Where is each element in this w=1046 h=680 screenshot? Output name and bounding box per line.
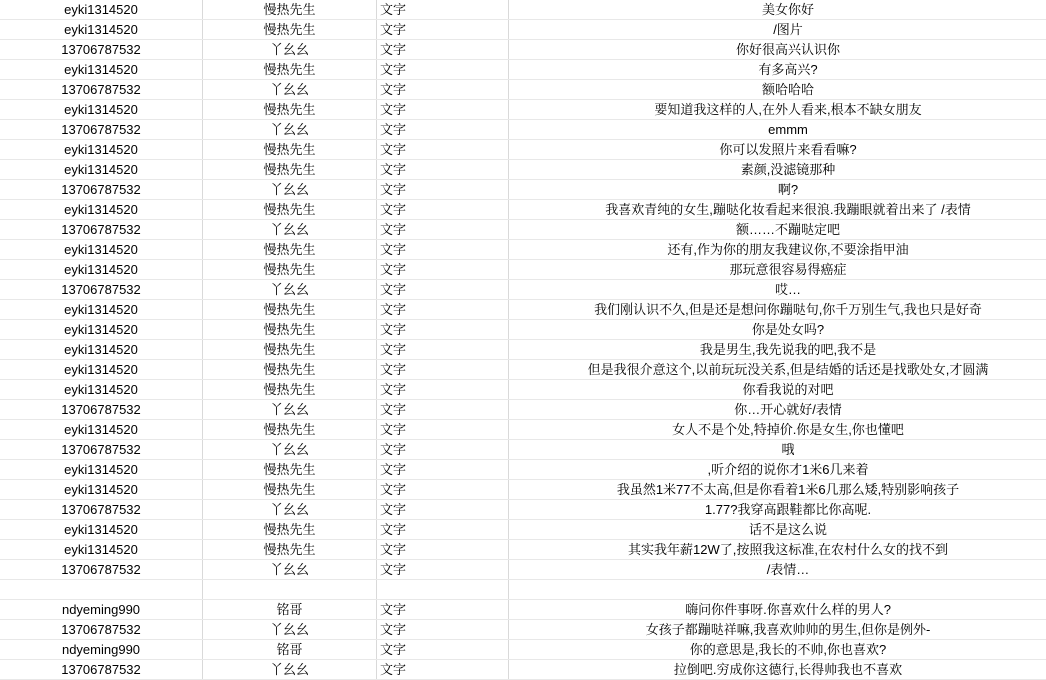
cell-sender_id: eyki1314520 [0,320,203,340]
cell-nickname: 慢热先生 [203,20,377,40]
cell-message: 你可以发照片来看看嘛? [509,140,1046,160]
cell-type: 文字 [377,560,509,580]
cell-message [509,580,1046,600]
cell-type: 文字 [377,500,509,520]
cell-message: 有多高兴? [509,60,1046,80]
cell-sender_id: 13706787532 [0,120,203,140]
table-row [0,440,1046,460]
cell-sender_id: 13706787532 [0,280,203,300]
cell-nickname: 丫幺幺 [203,400,377,420]
table-row [0,300,1046,320]
cell-message: 美女你好 [509,0,1046,20]
cell-nickname: 铭哥 [203,640,377,660]
cell-type: 文字 [377,40,509,60]
cell-type: 文字 [377,480,509,500]
cell-nickname: 慢热先生 [203,0,377,20]
cell-sender_id: eyki1314520 [0,380,203,400]
cell-type: 文字 [377,180,509,200]
cell-type: 文字 [377,80,509,100]
cell-type [377,580,509,600]
cell-message: 你好很高兴认识你 [509,40,1046,60]
cell-nickname: 慢热先生 [203,380,377,400]
cell-sender_id: eyki1314520 [0,540,203,560]
cell-message: 我虽然1米77不太高,但是你看着1米6几那么矮,特别影响孩子 [509,480,1046,500]
cell-sender_id: eyki1314520 [0,0,203,20]
cell-type: 文字 [377,20,509,40]
table-row [0,20,1046,40]
cell-nickname: 慢热先生 [203,480,377,500]
cell-message: 哦 [509,440,1046,460]
cell-nickname: 丫幺幺 [203,440,377,460]
cell-sender_id: eyki1314520 [0,300,203,320]
cell-nickname: 慢热先生 [203,240,377,260]
cell-nickname: 慢热先生 [203,540,377,560]
table-row [0,340,1046,360]
cell-nickname: 慢热先生 [203,200,377,220]
table-row [0,640,1046,660]
cell-nickname: 丫幺幺 [203,660,377,680]
cell-message: 嗨问你件事呀.你喜欢什么样的男人? [509,600,1046,620]
cell-type: 文字 [377,240,509,260]
cell-type: 文字 [377,320,509,340]
cell-nickname: 丫幺幺 [203,620,377,640]
cell-message: 啊? [509,180,1046,200]
cell-message: 额哈哈哈 [509,80,1046,100]
cell-message: 女人不是个处,特掉价.你是女生,你也懂吧 [509,420,1046,440]
cell-type: 文字 [377,380,509,400]
table-row [0,200,1046,220]
table-row [0,380,1046,400]
cell-type: 文字 [377,460,509,480]
table-row [0,280,1046,300]
cell-sender_id: 13706787532 [0,40,203,60]
cell-sender_id: 13706787532 [0,620,203,640]
cell-nickname: 慢热先生 [203,140,377,160]
cell-type: 文字 [377,220,509,240]
cell-nickname: 慢热先生 [203,100,377,120]
table-row [0,400,1046,420]
cell-message: 我们刚认识不久,但是还是想问你蹦哒句,你千万别生气,我也只是好奇 [509,300,1046,320]
cell-message: /表情… [509,560,1046,580]
cell-message: 你…开心就好/表情 [509,400,1046,420]
table-row [0,220,1046,240]
cell-nickname: 丫幺幺 [203,80,377,100]
cell-nickname: 丫幺幺 [203,500,377,520]
cell-nickname [203,580,377,600]
table-row [0,260,1046,280]
cell-nickname: 慢热先生 [203,160,377,180]
cell-sender_id: eyki1314520 [0,240,203,260]
cell-message: 你看我说的对吧 [509,380,1046,400]
cell-type: 文字 [377,200,509,220]
cell-nickname: 慢热先生 [203,300,377,320]
cell-sender_id: eyki1314520 [0,460,203,480]
cell-sender_id: 13706787532 [0,220,203,240]
cell-type: 文字 [377,440,509,460]
table-row [0,660,1046,680]
cell-nickname: 慢热先生 [203,260,377,280]
cell-message: 你是处女吗? [509,320,1046,340]
table-row [0,80,1046,100]
cell-message: 拉倒吧.穷成你这德行,长得帅我也不喜欢 [509,660,1046,680]
cell-sender_id: 13706787532 [0,660,203,680]
cell-nickname: 铭哥 [203,600,377,620]
cell-type: 文字 [377,120,509,140]
table-row [0,560,1046,580]
cell-type: 文字 [377,60,509,80]
cell-nickname: 慢热先生 [203,320,377,340]
cell-sender_id: 13706787532 [0,560,203,580]
cell-nickname: 丫幺幺 [203,560,377,580]
cell-sender_id [0,580,203,600]
cell-sender_id: eyki1314520 [0,520,203,540]
table-row [0,460,1046,480]
cell-type: 文字 [377,280,509,300]
cell-message: 那玩意很容易得癌症 [509,260,1046,280]
table-row [0,360,1046,380]
cell-sender_id: eyki1314520 [0,480,203,500]
cell-nickname: 丫幺幺 [203,220,377,240]
cell-sender_id: eyki1314520 [0,60,203,80]
cell-type: 文字 [377,640,509,660]
cell-nickname: 丫幺幺 [203,280,377,300]
cell-type: 文字 [377,520,509,540]
table-row [0,600,1046,620]
table-row [0,160,1046,180]
table-row [0,100,1046,120]
table-row [0,520,1046,540]
cell-sender_id: ndyeming990 [0,640,203,660]
cell-sender_id: eyki1314520 [0,360,203,380]
cell-sender_id: 13706787532 [0,400,203,420]
cell-sender_id: 13706787532 [0,500,203,520]
table-row [0,540,1046,560]
cell-message: 女孩子都蹦哒祥嘛,我喜欢帅帅的男生,但你是例外- [509,620,1046,640]
cell-message: 额……不蹦哒定吧 [509,220,1046,240]
cell-sender_id: 13706787532 [0,80,203,100]
cell-message: 其实我年薪12W了,按照我这标准,在农村什么女的找不到 [509,540,1046,560]
cell-sender_id: ndyeming990 [0,600,203,620]
cell-sender_id: eyki1314520 [0,420,203,440]
cell-nickname: 慢热先生 [203,360,377,380]
cell-type: 文字 [377,540,509,560]
cell-sender_id: eyki1314520 [0,160,203,180]
cell-message: /图片 [509,20,1046,40]
cell-sender_id: eyki1314520 [0,340,203,360]
cell-type: 文字 [377,300,509,320]
cell-nickname: 慢热先生 [203,60,377,80]
cell-sender_id: 13706787532 [0,440,203,460]
cell-nickname: 慢热先生 [203,340,377,360]
table-row [0,40,1046,60]
cell-message: 但是我很介意这个,以前玩玩没关系,但是结婚的话还是找歌处女,才圆满 [509,360,1046,380]
table-row [0,580,1046,600]
table-row [0,140,1046,160]
cell-type: 文字 [377,0,509,20]
table-row [0,60,1046,80]
table-row [0,180,1046,200]
cell-message: 还有,作为你的朋友我建议你,不要涂指甲油 [509,240,1046,260]
cell-message: emmm [509,120,1046,140]
cell-message: ,听介绍的说你才1米6几来着 [509,460,1046,480]
table-row [0,420,1046,440]
cell-message: 素颜,没滤镜那种 [509,160,1046,180]
cell-type: 文字 [377,420,509,440]
cell-message: 1.77?我穿高跟鞋都比你高呢. [509,500,1046,520]
cell-type: 文字 [377,340,509,360]
cell-nickname: 丫幺幺 [203,40,377,60]
cell-type: 文字 [377,140,509,160]
cell-type: 文字 [377,100,509,120]
cell-nickname: 慢热先生 [203,460,377,480]
table-row [0,480,1046,500]
cell-type: 文字 [377,400,509,420]
table-row [0,620,1046,640]
cell-message: 我是男生,我先说我的吧,我不是 [509,340,1046,360]
cell-nickname: 慢热先生 [203,420,377,440]
cell-sender_id: eyki1314520 [0,100,203,120]
table-row [0,320,1046,340]
cell-message: 哎… [509,280,1046,300]
table-row [0,0,1046,20]
cell-message: 话不是这么说 [509,520,1046,540]
cell-message: 我喜欢青纯的女生,蹦哒化妆看起来很浪.我蹦眼就着出来了 /表情 [509,200,1046,220]
cell-nickname: 丫幺幺 [203,180,377,200]
cell-nickname: 丫幺幺 [203,120,377,140]
cell-sender_id: 13706787532 [0,180,203,200]
cell-type: 文字 [377,260,509,280]
table-row [0,500,1046,520]
cell-sender_id: eyki1314520 [0,260,203,280]
cell-type: 文字 [377,360,509,380]
cell-sender_id: eyki1314520 [0,20,203,40]
cell-nickname: 慢热先生 [203,520,377,540]
cell-message: 要知道我这样的人,在外人看来,根本不缺女朋友 [509,100,1046,120]
table-row [0,120,1046,140]
cell-sender_id: eyki1314520 [0,200,203,220]
cell-type: 文字 [377,620,509,640]
cell-message: 你的意思是,我长的不帅,你也喜欢? [509,640,1046,660]
cell-type: 文字 [377,600,509,620]
cell-type: 文字 [377,660,509,680]
table-row [0,240,1046,260]
cell-sender_id: eyki1314520 [0,140,203,160]
cell-type: 文字 [377,160,509,180]
